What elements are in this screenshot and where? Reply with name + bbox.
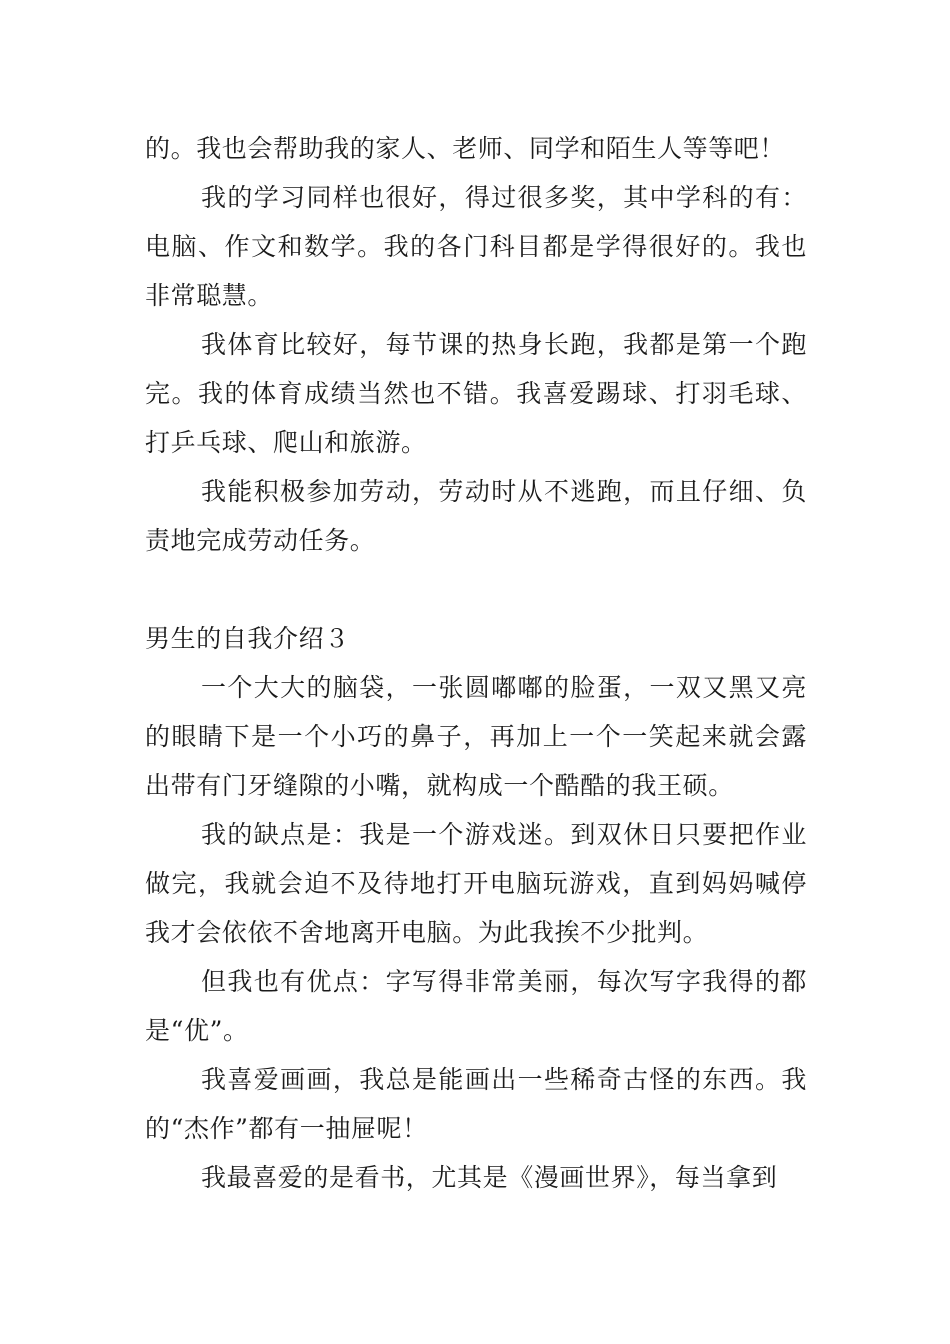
document-page bbox=[145, 124, 807, 1202]
paragraph-appearance: 一个大大的脑袋，一张圆嘟嘟的脸蛋，一双又黑又亮的眼睛下是一个小巧的鼻子，再加上一个一笑起来就会露出带有门牙缝隙的小嘴，就构成一个酷酷的我王硕。 bbox=[145, 673, 807, 800]
section-heading: 男生的自我介绍３ bbox=[145, 624, 350, 653]
paragraph-sports: 我体育比较好，每节课的热身长跑，我都是第一个跑完。我的体育成绩当然也不错。我喜爱踢球、打羽毛球、打乒乓球、爬山和旅游。 bbox=[145, 330, 807, 457]
paragraph-study: 我的学习同样也很好，得过很多奖，其中学科的有：电脑、作文和数学。我的各门科目都是学得很好的。我也非常聪慧。 bbox=[145, 183, 807, 310]
paragraph-shortcoming: 我的缺点是：我是一个游戏迷。到双休日只要把作业做完，我就会迫不及待地打开电脑玩游戏，直到妈妈喊停我才会依依不舍地离开电脑。为此我挨不少批判。 bbox=[145, 820, 807, 947]
paragraph-reading: 我最喜爱的是看书，尤其是《漫画世界》，每当拿到 bbox=[201, 1163, 778, 1192]
section-gap bbox=[145, 565, 807, 614]
paragraph-labor: 我能积极参加劳动，劳动时从不逃跑，而且仔细、负责地完成劳动任务。 bbox=[145, 477, 807, 555]
paragraph-strength: 但我也有优点：字写得非常美丽，每次写字我得的都是“优”。 bbox=[145, 967, 807, 1045]
paragraph-drawing: 我喜爱画画，我总是能画出一些稀奇古怪的东西。我的“杰作”都有一抽屉呢！ bbox=[145, 1065, 807, 1143]
paragraph-continuation: 的。我也会帮助我的家人、老师、同学和陌生人等等吧！ bbox=[145, 134, 786, 163]
